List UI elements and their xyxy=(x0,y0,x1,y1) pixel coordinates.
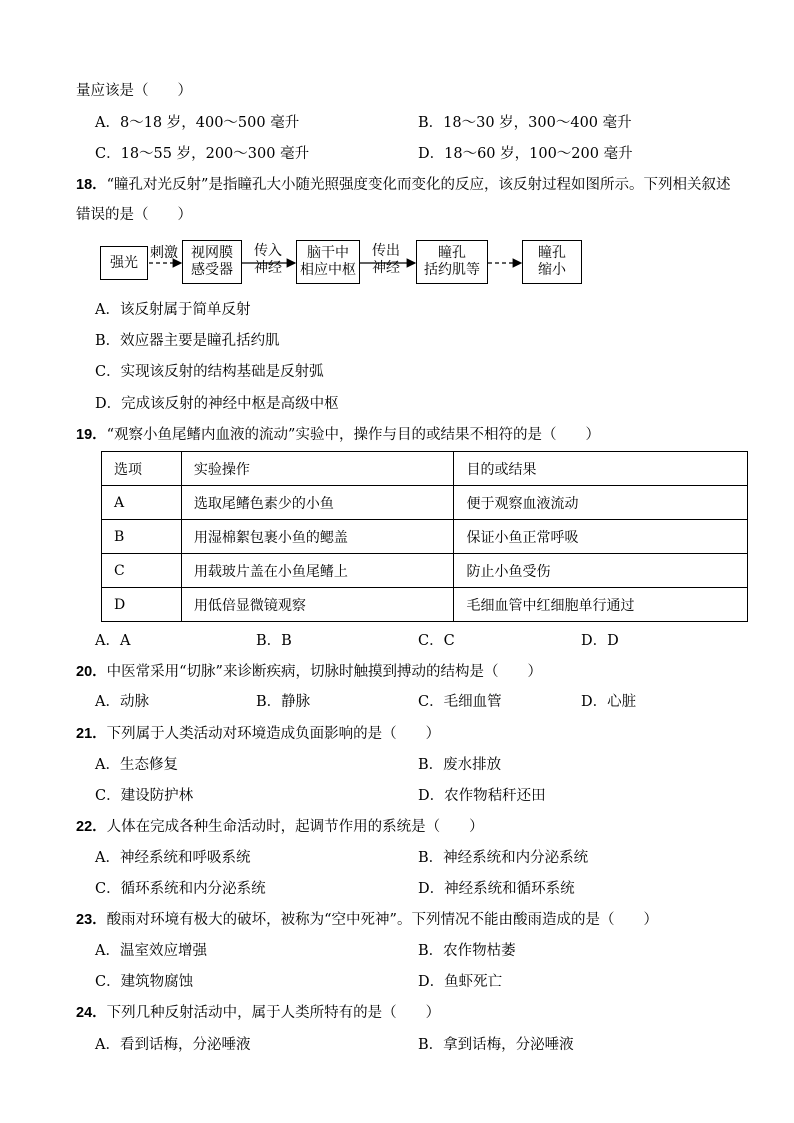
q20-number: 20． xyxy=(76,664,107,680)
q20-stem xyxy=(76,662,542,682)
flow-box-brainstem-line2: 相应中枢 xyxy=(300,262,356,278)
q17-option-d: D．18～60 岁，100～200 毫升 xyxy=(418,146,633,162)
q22-stem xyxy=(76,817,484,837)
q22-option-b: B．神经系统和内分泌系统 xyxy=(418,850,589,866)
q17-option-b: B．18～30 岁，300～400 毫升 xyxy=(418,115,632,131)
table-header-cell: 选项 xyxy=(102,452,182,486)
flow-box-pupil-line2: 缩小 xyxy=(538,262,566,278)
flow-box-retina-line2: 感受器 xyxy=(191,262,233,278)
q20-option-b: B．静脉 xyxy=(256,694,311,710)
table-cell: 便于观察血液流动 xyxy=(454,486,748,520)
q23-number: 23． xyxy=(76,912,107,928)
q24-number: 24． xyxy=(76,1005,107,1021)
q23-stem-text: 酸雨对环境有极大的破坏，被称为“空中死神”。下列情况不能由酸雨造成的是（ ） xyxy=(106,912,658,928)
table-header-cell: 目的或结果 xyxy=(454,452,748,486)
q19-option-d: D．D xyxy=(581,633,619,649)
q18-option-a: A．该反射属于简单反射 xyxy=(95,302,251,318)
q23-option-d: D．鱼虾死亡 xyxy=(418,974,503,990)
q23-stem xyxy=(76,910,658,930)
q19-option-c: C．C xyxy=(418,633,455,649)
q23-option-c: C．建筑物腐蚀 xyxy=(95,974,194,990)
table-row xyxy=(102,486,748,520)
q19-option-b: B．B xyxy=(256,633,292,649)
table-header-row xyxy=(102,452,748,486)
table-row xyxy=(102,520,748,554)
q21-option-d: D．农作物秸秆还田 xyxy=(418,788,546,804)
q18-option-d: D．完成该反射的神经中枢是高级中枢 xyxy=(95,396,339,412)
q21-option-c: C．建设防护林 xyxy=(95,788,194,804)
q24-stem xyxy=(76,1003,440,1023)
table-header-cell: 实验操作 xyxy=(181,452,454,486)
flow-box-sphincter-line1: 瞳孔 xyxy=(438,245,466,261)
q17-stem-tail: 量应该是（ ） xyxy=(76,83,192,99)
q23-option-a: A．温室效应增强 xyxy=(95,943,207,959)
table-cell: 毛细血管中红细胞单行通过 xyxy=(454,588,748,622)
q22-option-c: C．循环系统和内分泌系统 xyxy=(95,881,266,897)
q18-number: 18． xyxy=(76,177,107,193)
flow-edge-afferent-line2: 神经 xyxy=(254,260,282,276)
q17-option-a: A．8～18 岁，400～500 毫升 xyxy=(95,115,300,131)
flow-edge-stimulus-label: 刺激 xyxy=(150,245,178,261)
flow-box-sphincter-line2: 括约肌等 xyxy=(424,262,480,278)
flow-box-strong-light xyxy=(100,246,148,280)
q24-option-a: A．看到话梅，分泌唾液 xyxy=(95,1037,251,1053)
flow-box-strong-light-label: 强光 xyxy=(110,254,138,271)
table-cell: 用湿棉絮包裹小鱼的鳃盖 xyxy=(181,520,454,554)
flow-edge-efferent-line1: 传出 xyxy=(372,243,400,259)
table-cell: 用载玻片盖在小鱼尾鳍上 xyxy=(181,554,454,588)
q19-stem-text: “观察小鱼尾鳍内血液的流动”实验中，操作与目的或结果不相符的是（ ） xyxy=(106,427,600,443)
table-cell: D xyxy=(102,588,182,622)
q20-option-d: D．心脏 xyxy=(581,694,637,710)
q19-table xyxy=(101,451,748,622)
table-cell: 选取尾鳍色素少的小鱼 xyxy=(181,486,454,520)
flow-edge-afferent-line1: 传入 xyxy=(254,243,282,259)
flow-box-brainstem-line1: 脑干中 xyxy=(307,245,349,261)
q18-option-b: B．效应器主要是瞳孔括约肌 xyxy=(95,333,280,349)
q18-option-c: C．实现该反射的结构基础是反射弧 xyxy=(95,364,324,380)
q23-option-b: B．农作物枯萎 xyxy=(418,943,516,959)
q20-option-a: A．动脉 xyxy=(95,694,149,710)
flow-box-brainstem xyxy=(296,240,360,284)
table-cell: 防止小鱼受伤 xyxy=(454,554,748,588)
table-cell: C xyxy=(102,554,182,588)
q19-option-a: A．A xyxy=(95,633,131,649)
q18-stem-text: “瞳孔对光反射”是指瞳孔大小随光照强度变化而变化的反应，该反射过程如图所示。下列相关叙述 xyxy=(106,177,731,193)
q24-stem-text: 下列几种反射活动中，属于人类所特有的是（ ） xyxy=(106,1005,441,1021)
flow-box-pupil-constrict xyxy=(522,240,582,284)
q21-option-b: B．废水排放 xyxy=(418,757,502,773)
q17-option-c: C．18～55 岁，200～300 毫升 xyxy=(95,146,310,162)
q20-option-c: C．毛细血管 xyxy=(418,694,502,710)
q24-option-b: B．拿到话梅，分泌唾液 xyxy=(418,1037,574,1053)
flow-box-retina xyxy=(182,240,242,284)
flow-box-retina-line1: 视网膜 xyxy=(191,245,233,261)
table-row xyxy=(102,588,748,622)
q22-option-d: D．神经系统和循环系统 xyxy=(418,881,575,897)
flow-edge-afferent-label xyxy=(248,243,288,277)
table-row xyxy=(102,554,748,588)
q19-stem xyxy=(76,425,600,445)
table-cell: A xyxy=(102,486,182,520)
q22-stem-text: 人体在完成各种生命活动时，起调节作用的系统是（ ） xyxy=(106,819,484,835)
q22-option-a: A．神经系统和呼吸系统 xyxy=(95,850,251,866)
q21-stem xyxy=(76,724,440,744)
table-cell: 用低倍显微镜观察 xyxy=(181,588,454,622)
q21-stem-text: 下列属于人类活动对环境造成负面影响的是（ ） xyxy=(106,726,441,742)
flow-box-sphincter xyxy=(416,240,488,284)
table-cell: 保证小鱼正常呼吸 xyxy=(454,520,748,554)
q21-option-a: A．生态修复 xyxy=(95,757,178,773)
q22-number: 22． xyxy=(76,819,107,835)
q19-number: 19． xyxy=(76,427,107,443)
q21-number: 21． xyxy=(76,726,107,742)
flow-edge-efferent-label xyxy=(366,243,406,277)
q18-stem-line2: 错误的是（ ） xyxy=(76,207,192,223)
q20-stem-text: 中医常采用“切脉”来诊断疾病，切脉时触摸到搏动的结构是（ ） xyxy=(106,664,542,680)
flow-box-pupil-line1: 瞳孔 xyxy=(538,245,566,261)
table-cell: B xyxy=(102,520,182,554)
flow-edge-efferent-line2: 神经 xyxy=(372,260,400,276)
